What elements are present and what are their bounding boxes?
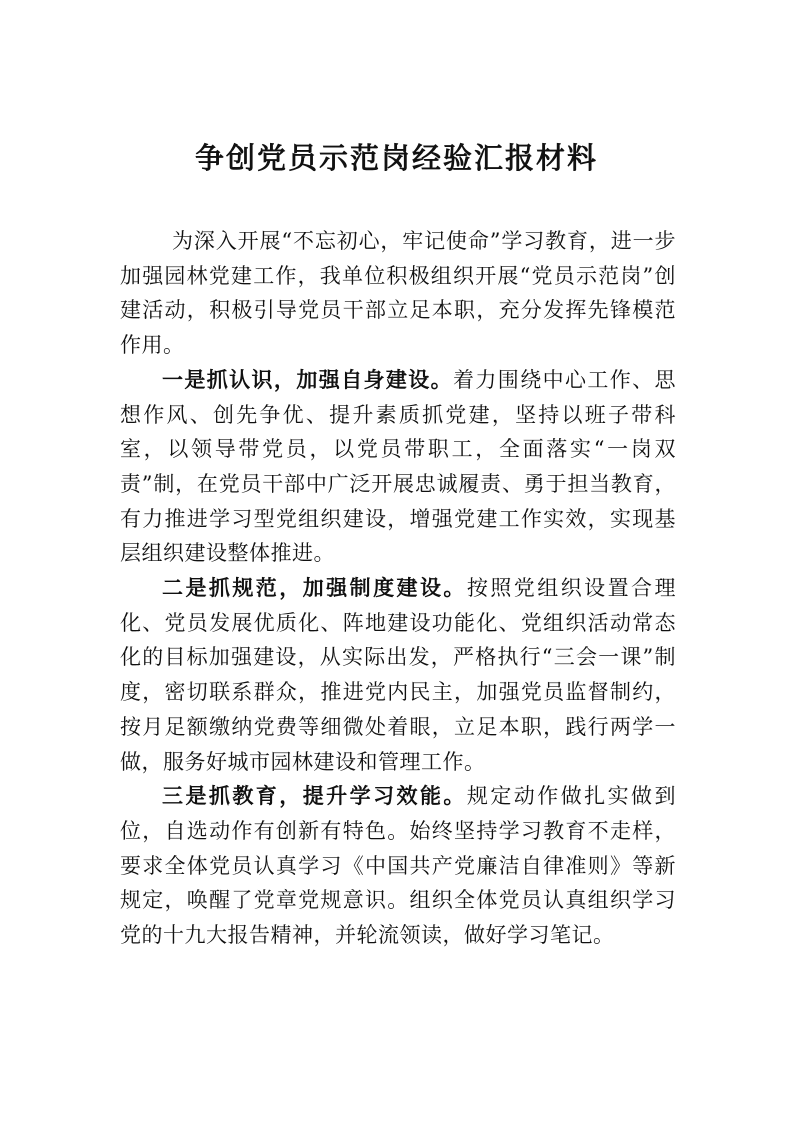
section-paragraph-1	[120, 363, 676, 571]
section-lead-1: 一是抓认识，加强自身建设。	[162, 367, 454, 392]
document-title: 争创党员示范岗经验汇报材料	[194, 141, 598, 175]
section-text-3: 规定动作做扎实做到位，自选动作有创新有特色。始终坚持学习教育不走样，要求全体党员认真学习《中国共产党廉洁自律准则》等新规定，唤醒了党章党规意识。组织全体党员认真组织学习党的十九大报告精神，并轮流领读，做好学习笔记。	[120, 784, 677, 948]
intro-paragraph: 为深入开展“不忘初心，牢记使命”学习教育，进一步加强园林党建工作，我单位积极组织开展“党员示范岗”创建活动，积极引导党员干部立足本职，充分发挥先锋模范作用。	[120, 229, 676, 358]
section-paragraph-3	[120, 779, 676, 953]
section-text-1: 着力围绕中心工作、思想作风、创先争优、提升素质抓党建，坚持以班子带科室，以领导带党员，以党员带职工，全面落实“一岗双责”制，在党员干部中广泛开展忠诚履责、勇于担当教育，有力推进学习型党组织建设，增强党建工作实效，实现基层组织建设整体推进。	[120, 367, 677, 566]
section-lead-3: 三是抓教育，提升学习效能。	[162, 784, 467, 809]
section-paragraph-2	[120, 571, 676, 779]
section-text-2: 按照党组织设置合理化、党员发展优质化、阵地建设功能化、党组织活动常态化的目标加强建设，从实际出发，严格执行“三会一课”制度，密切联系群众，推进党内民主，加强党员监督制约，按月足额缴纳党费等细微处着眼，立足本职，践行两学一做，服务好城市园林建设和管理工作。	[120, 576, 677, 774]
document-body	[120, 224, 676, 953]
section-lead-2: 二是抓规范，加强制度建设。	[162, 576, 467, 601]
